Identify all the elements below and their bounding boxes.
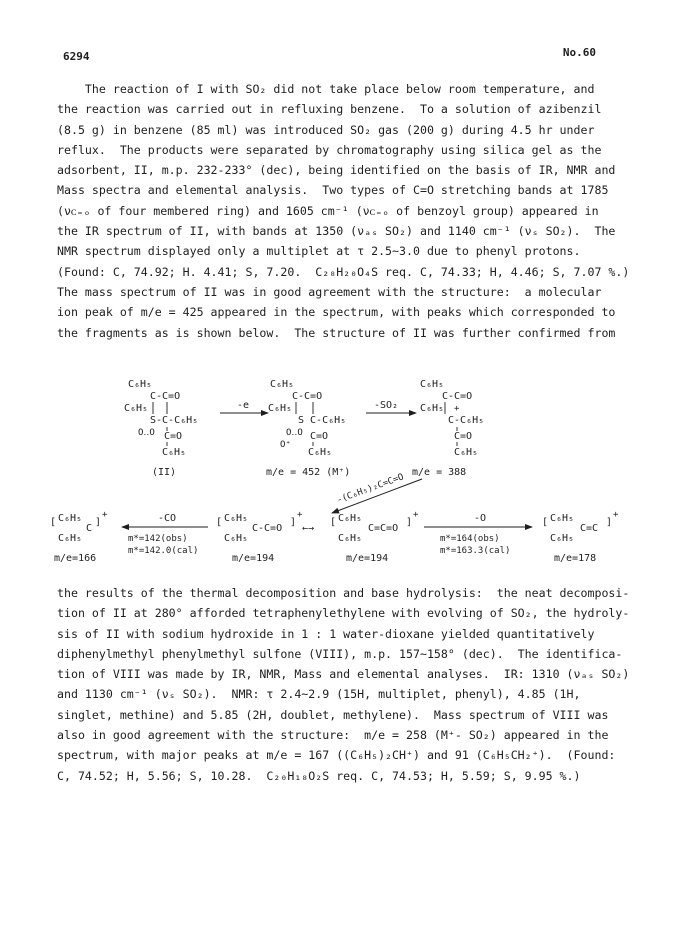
bracket-right: ] [95,517,102,528]
text-line: the IR spectrum of II, with bands at 1350 (νₐₛ SO₂) and 1140 cm⁻¹ (νₛ SO₂). The [57,224,616,239]
text-line: diphenylmethyl phenylmethyl sulfone (VIII), m.p. 157~158° (dec). The identifica- [57,646,623,661]
text-line: (8.5 g) in benzene (85 ml) was introduced SO₂ gas (200 g) during 4.5 hr under [57,122,595,137]
phenyl-label: C₆H₅ [308,447,333,458]
resonance-arrow: ←→ [302,523,315,534]
fragmentation-scheme [40,375,640,580]
oxygen-cation: O⁺ [280,440,291,450]
carbonyl-label: C=O [454,431,473,442]
carbonyl-label: C-C=O [292,391,323,402]
fragment-178 [542,510,619,564]
text-line: reflux. The products were separated by chromatography using silica gel as the [57,142,602,157]
compound-label-II: (II) [152,467,177,478]
text-line: The mass spectrum of II was in good agreement with the structure: a molecular [57,284,602,299]
fragment-194-a [216,510,303,564]
text-line: singlet, methine) and 5.85 (2H, doublet, methylene). Mass spectrum of VIII was [57,707,609,722]
mass-label-452: m/e = 452 (M⁺) [266,467,351,478]
ketene-label: C=C=O [368,523,399,534]
text-line: The reaction of I with SO₂ did not take place below room temperature, and [57,82,595,96]
phenyl-label: C₆H₅ [224,513,249,524]
text-line: tion of VIII was made by IR, NMR, Mass and elemental analyses. IR: 1310 (νₐₛ SO₂) [57,667,630,682]
metastable-163-cal: m*=163.3(cal) [440,546,511,556]
charge-mark: + [454,404,460,414]
mass-label-178: m/e=178 [554,553,597,564]
phenyl-label: C₆H₅ [454,447,479,458]
bracket-right: ] [406,517,413,528]
sulfur-carbon-label: S-C-C₆H₅ [150,415,199,426]
step-loss-o: -O [474,513,487,524]
phenyl-label: C₆H₅ [420,379,445,390]
text-line: (νᴄ₌ₒ of four membered ring) and 1605 cm⁻¹ (νᴄ₌ₒ of benzoyl group) appeared in [57,203,599,218]
step-loss-diphenylketene: -(C₆H₅)₂C=C=O [335,472,406,506]
bracket-left: [ [50,517,57,528]
carbon-phenyl-label: C-C₆H₅ [448,415,485,426]
text-line: the results of the thermal decomposition and base hydrolysis: the neat decomposi- [57,586,630,600]
alkene-label: C=C [580,523,599,534]
text-line: C, 74.52; H, 5.56; S, 10.28. C₂₀H₁₈O₂S req. C, 74.53; H, 5.59; S, 9.95 %.) [57,768,581,783]
metastable-164-obs: m*=164(obs) [440,534,500,544]
issue-number: No.60 [562,46,596,59]
bracket-left: [ [542,517,549,528]
mass-label-194: m/e=194 [346,553,389,564]
text-line: (Found: C, 74.92; H. 4.41; S, 7.20. C₂₈H₂₀O₄S req. C, 74.33; H, 4.46; S, 7.07 %.) [57,264,630,279]
phenyl-label: C₆H₅ [162,447,187,458]
phenyl-label: C₆H₅ [338,533,363,544]
mass-label-388: m/e = 388 [412,467,467,478]
mass-label-194: m/e=194 [232,553,275,564]
phenyl-label: C₆H₅ [268,403,293,414]
phenyl-label: C₆H₅ [124,403,149,414]
charge-mark: + [102,510,108,520]
body-text-bottom [57,583,630,786]
text-line: ion peak of m/e = 425 appeared in the spectrum, with peaks which corresponded to [57,305,616,320]
text-line: spectrum, with major peaks at m/e = 167 ((C₆H₅)₂CH⁺) and 91 (C₆H₅CH₂⁺). (Found: [57,748,616,763]
bracket-right: ] [606,517,613,528]
text-line: the reaction was carried out in refluxing benzene. To a solution of azibenzil [57,102,602,117]
phenyl-label: C₆H₅ [550,533,575,544]
carbonyl-label: C=O [310,431,329,442]
phenyl-label: C₆H₅ [270,379,295,390]
page-number: 6294 [63,50,90,63]
mass-label-166: m/e=166 [54,553,97,564]
phenyl-label: C₆H₅ [224,533,249,544]
text-line: adsorbent, II, m.p. 232-233° (dec), being identified on the basis of IR, NMR and [57,163,616,178]
phenyl-label: C₆H₅ [420,403,445,414]
sulfone-oxygens: O‥O [286,428,303,438]
sulfone-oxygens: O‥O [138,428,155,438]
phenyl-label: C₆H₅ [338,513,363,524]
phenyl-label: C₆H₅ [58,533,83,544]
scheme-drawing [40,375,640,580]
carbonyl-label: C-C=O [150,391,181,402]
structure-II [124,379,198,478]
charge-mark: + [413,510,419,520]
fragment-166 [50,510,108,564]
fragment-388 [412,379,484,478]
bracket-left: [ [330,517,337,528]
text-line: sis of II with sodium hydroxide in 1 : 1 water-dioxane yielded quantitatively [57,626,595,641]
fragment-194-b [330,510,419,564]
phenyl-label: C₆H₅ [550,513,575,524]
body-text-top [57,79,630,343]
carbon-label: C [86,523,93,534]
step-loss-so2: -SO₂ [374,400,399,411]
text-line: also in good agreement with the structure: m/e = 258 (M⁺- SO₂) appeared in the [57,728,609,743]
charge-mark: + [297,510,303,520]
metastable-142-obs: m*=142(obs) [128,534,188,544]
step-ionization: -e [237,400,250,411]
sulfur-carbon-label: S C-C₆H₅ [298,415,347,426]
bracket-right: ] [290,517,297,528]
carbonyl-label: C-C=O [442,391,473,402]
text-line: Mass spectra and elemental analysis. Two types of C=O stretching bands at 1785 [57,183,609,198]
carbonyl-label: C=O [164,431,183,442]
phenyl-label: C₆H₅ [58,513,83,524]
charge-mark: + [613,510,619,520]
radical-cation-452 [266,379,350,478]
text-line: NMR spectrum displayed only a multiplet at τ 2.5~3.0 due to phenyl protons. [57,244,581,259]
step-loss-co: -CO [158,513,177,524]
text-line: and 1130 cm⁻¹ (νₛ SO₂). NMR: τ 2.4~2.9 (15H, multiplet, phenyl), 4.85 (1H, [57,687,581,702]
metastable-142-cal: m*=142.0(cal) [128,546,199,556]
phenyl-label: C₆H₅ [128,379,153,390]
bracket-left: [ [216,517,223,528]
ketene-label: C-C=O [252,523,283,534]
text-line: the fragments as is shown below. The structure of II was further confirmed from [57,325,616,340]
text-line: tion of II at 280° afforded tetraphenylethylene with evolving of SO₂, the hydroly- [57,606,630,621]
